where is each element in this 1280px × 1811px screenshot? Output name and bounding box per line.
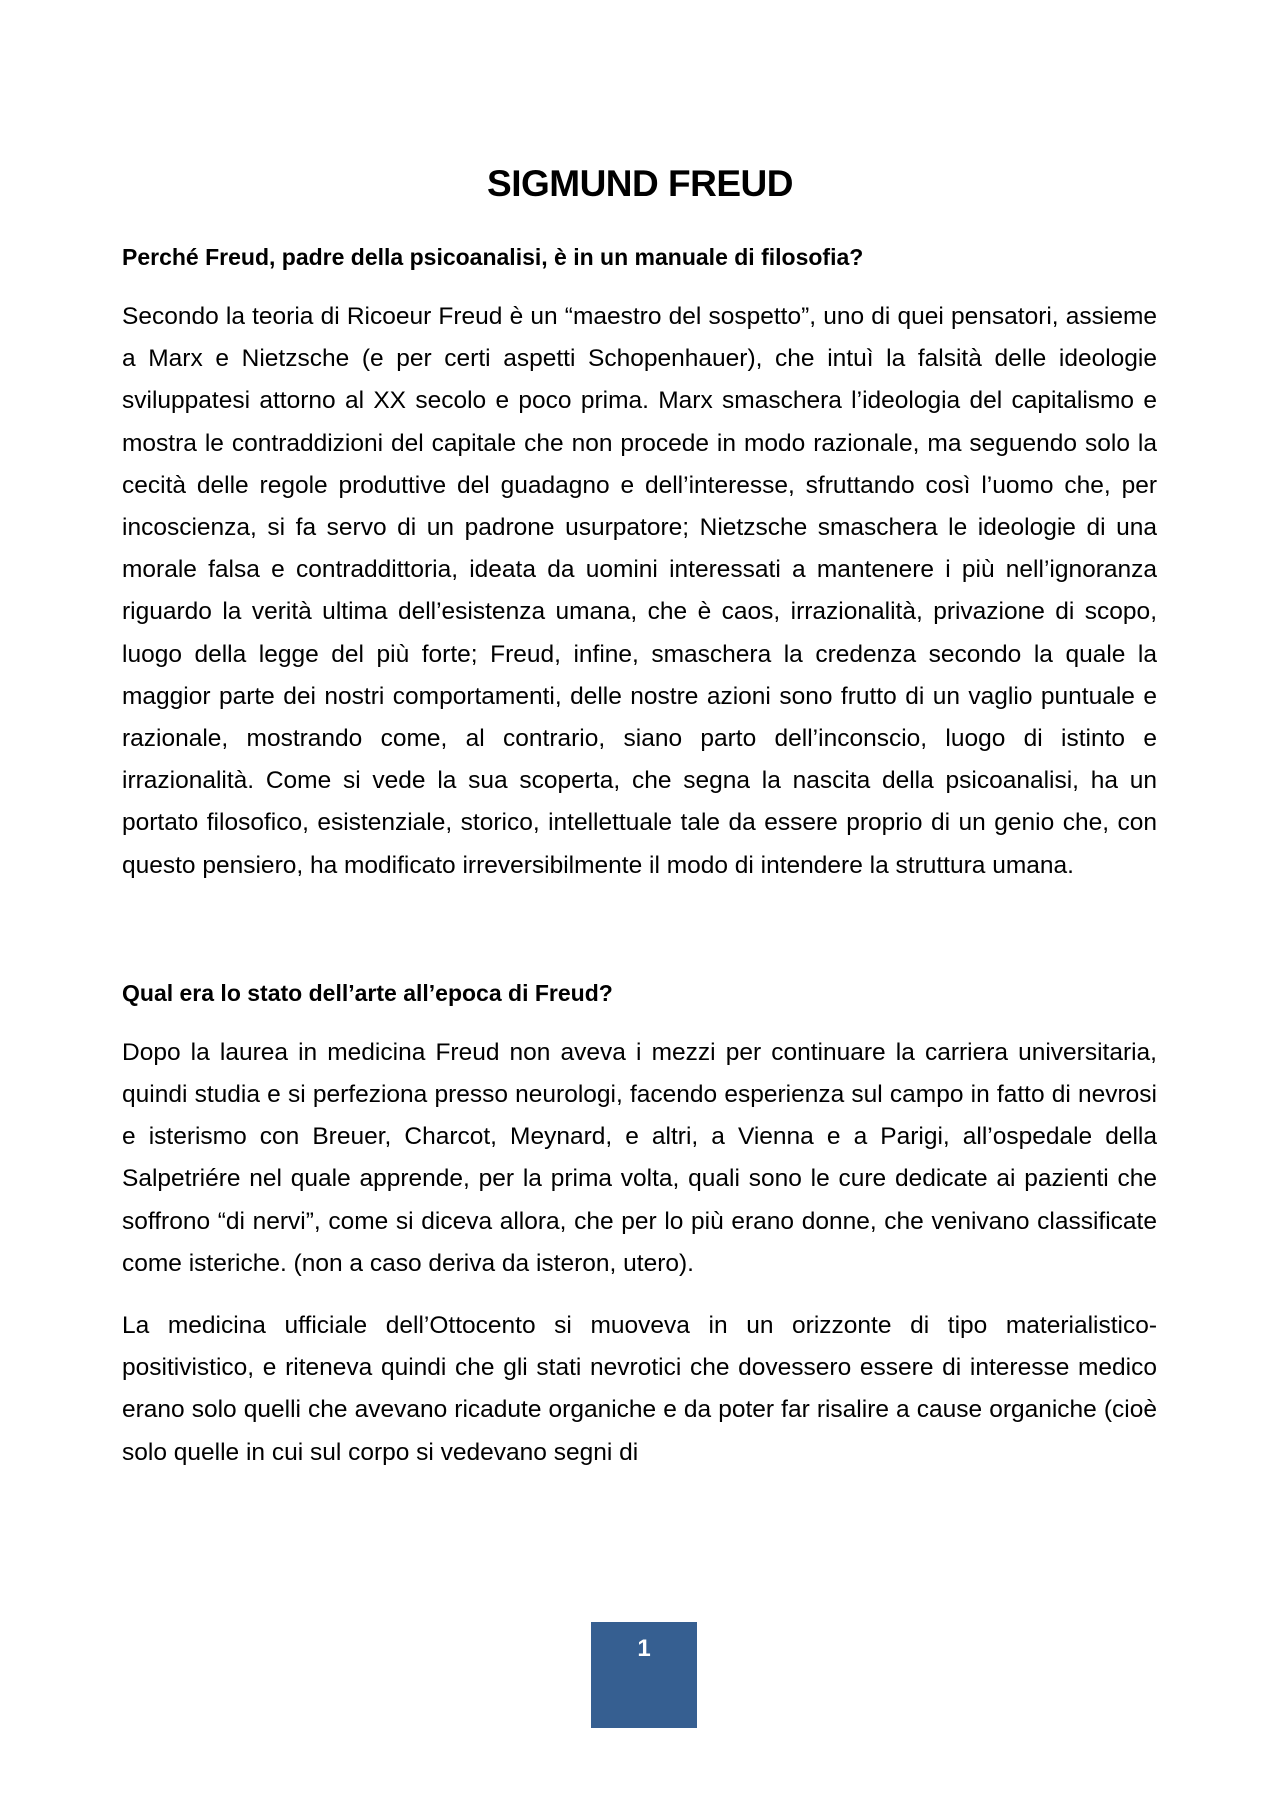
section-2-paragraph-1: Dopo la laurea in medicina Freud non aveva i mezzi per continuare la carriera universitaria, quindi studia e si perfeziona presso neurologi, facendo esperienza sul campo in fatto di nevrosi e isterismo con Breuer, Charcot, Meynard, e altri, a Vienna e a Parigi, all’ospedale della Salpetriére nel quale apprende, per la prima volta, quali sono le cure dedicate ai pazienti che soffrono “di nervi”, come si diceva allora, che per lo più erano donne, che venivano classificate come isteriche. (non a caso deriva da isteron, utero). [122,1038,1157,1277]
page-number: 1 [637,1635,651,1662]
section-2-paragraph-2: La medicina ufficiale dell’Ottocento si muoveva in un orizzonte di tipo materialistico-positivistico, e riteneva quindi che gli stati nevrotici che dovessero essere di interesse medico erano solo quelli che avevano ricadute organiche e da poter far risalire a cause organiche (cioè solo quelle in cui sul corpo si vedevano segni di [122,1312,1157,1466]
document-body [122,240,1157,1474]
document-title: SIGMUND FREUD [487,163,793,204]
page-number-box [591,1622,697,1728]
section-1-paragraph-1: Secondo la teoria di Ricoeur Freud è un “maestro del sospetto”, uno di quei pensatori, assieme a Marx e Nietzsche (e per certi aspetti Schopenhauer), che intuì la falsità delle ideologie sviluppatesi attorno al XX secolo e poco prima. Marx smaschera l’ideologia del capitalismo e mostra le contraddizioni del capitale che non procede in modo razionale, ma seguendo solo la cecità delle regole produttive del guadagno e dell’interesse, sfruttando così l’uomo che, per incoscienza, si fa servo di un padrone usurpatore; Nietzsche smaschera le ideologie di una morale falsa e contraddittoria, ideata da uomini interessati a mantenere i più nell’ignoranza riguardo la verità ultima dell’esistenza umana, che è caos, irrazionalità, privazione di scopo, luogo della legge del più forte; Freud, infine, smaschera la credenza secondo la quale la maggior parte dei nostri comportamenti, delle nostre azioni sono frutto di un vaglio puntuale e razionale, mostrando come, al contrario, siano parto dell’inconscio, luogo di istinto e irrazionalità. Come si vede la sua scoperta, che segna la nascita della psicoanalisi, ha un portato filosofico, esistenziale, storico, intellettuale tale da essere proprio di un genio che, con questo pensiero, ha modificato irreversibilmente il modo di intendere la struttura umana. [122,303,1157,879]
section-heading-1: Perché Freud, padre della psicoanalisi, è in un manuale di filosofia? [122,244,864,270]
section-heading-2: Qual era lo stato dell’arte all’epoca di Freud? [122,979,613,1006]
